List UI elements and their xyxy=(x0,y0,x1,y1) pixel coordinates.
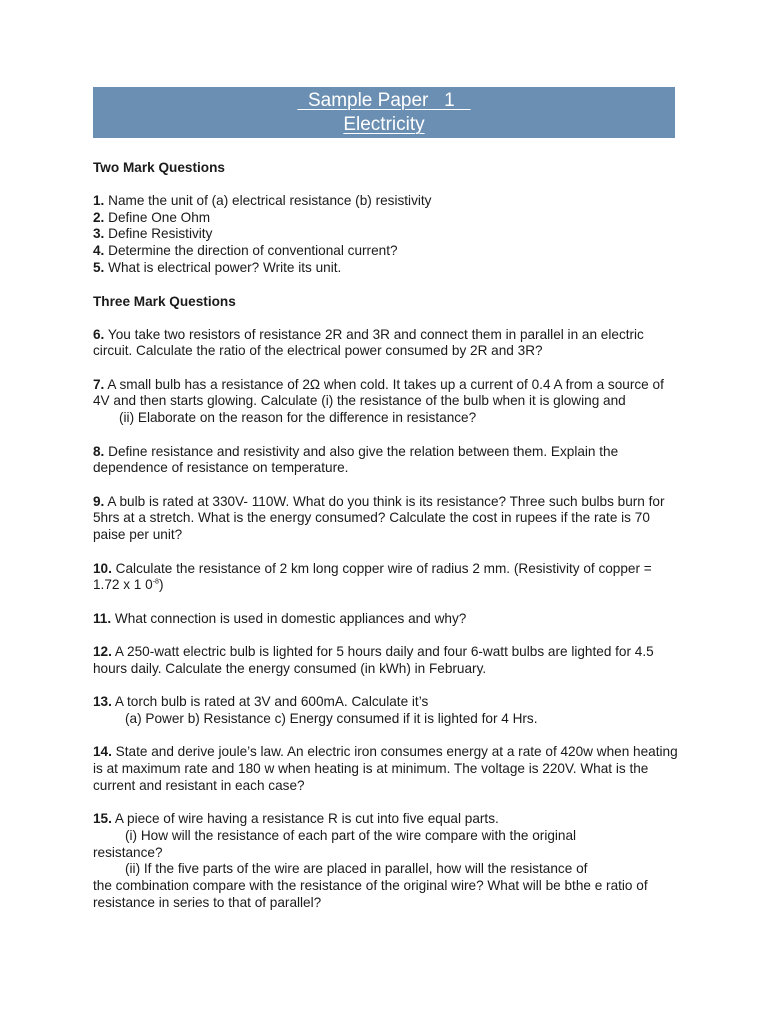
question-15-part-i xyxy=(93,828,678,862)
two-mark-list xyxy=(93,193,678,277)
question-number: 7. xyxy=(93,376,105,392)
question-number: 6. xyxy=(93,326,105,342)
question-8 xyxy=(93,444,678,478)
question-text: What is electrical power? Write its unit. xyxy=(104,259,342,275)
question-7-part-ii: (ii) Elaborate on the reason for the difference in resistance? xyxy=(119,410,477,426)
question-3 xyxy=(93,226,678,243)
part-ii-head: (ii) If the five parts of the wire are placed in parallel, how will the resistance of xyxy=(125,861,588,877)
question-number: 14. xyxy=(93,744,112,760)
question-9 xyxy=(93,494,678,544)
question-2 xyxy=(93,210,678,227)
question-15-part-ii xyxy=(93,861,678,911)
question-number: 11. xyxy=(93,610,112,626)
paper-subject: Electricity xyxy=(343,114,425,135)
question-text: Define One Ohm xyxy=(104,209,211,225)
question-number: 2. xyxy=(93,209,105,225)
two-mark-heading: Two Mark Questions xyxy=(93,160,225,175)
question-15-main xyxy=(93,811,678,828)
question-6 xyxy=(93,327,678,361)
question-13-main xyxy=(93,694,678,711)
question-13 xyxy=(93,694,678,728)
question-text: You take two resistors of resistance 2R and 3R and connect them in parallel in an electric circuit. Calculate the ratio of the electrical power consumed by 2R and 3R? xyxy=(93,326,644,359)
question-7-main xyxy=(93,377,678,411)
question-number: 10. xyxy=(93,560,112,576)
question-14 xyxy=(93,744,678,794)
part-i-head: (i) How will the resistance of each part of the wire compare with the original xyxy=(125,827,577,843)
question-11 xyxy=(93,611,678,628)
question-10 xyxy=(93,561,678,595)
question-text: Name the unit of (a) electrical resistance (b) resistivity xyxy=(104,192,432,208)
question-number: 1. xyxy=(93,192,105,208)
question-number: 5. xyxy=(93,259,105,275)
question-content xyxy=(93,160,678,928)
question-number: 3. xyxy=(93,226,105,242)
question-12 xyxy=(93,644,678,678)
question-number: 12. xyxy=(93,643,112,659)
question-number: 9. xyxy=(93,493,105,509)
question-13-parts: (a) Power b) Resistance c) Energy consumed if it is lighted for 4 Hrs. xyxy=(125,710,538,726)
paper-title: Sample Paper 1 xyxy=(297,90,471,111)
question-text: Determine the direction of conventional current? xyxy=(104,243,398,259)
part-ii-tail: the combination compare with the resistance of the original wire? What will be bthe e ratio of resistance in series to that of parallel? xyxy=(93,878,648,910)
question-text: State and derive joule’s law. An electric iron consumes energy at a rate of 420w when heating is at maximum rate and 180 w when heating is at minimum. The voltage is 220V. What is the current and resistant in each case? xyxy=(93,744,678,793)
question-1 xyxy=(93,193,678,210)
question-text: A bulb is rated at 330V- 110W. What do you think is its resistance? Three such bulbs burn for 5hrs at a stretch. What is the energy consumed? Calculate the cost in rupees if the rate is 70 paise per unit? xyxy=(93,493,665,543)
title-banner xyxy=(93,87,675,138)
question-number: 13. xyxy=(93,694,112,710)
question-text: Define resistance and resistivity and also give the relation between them. Explain the dependence of resistance on temperature. xyxy=(93,443,619,476)
question-7 xyxy=(93,377,678,427)
part-i-tail: resistance? xyxy=(93,844,163,860)
question-text: Define Resistivity xyxy=(104,226,213,242)
exponent: -8 xyxy=(152,578,159,586)
question-4 xyxy=(93,243,678,260)
question-text: A piece of wire having a resistance R is cut into five equal parts. xyxy=(111,811,499,827)
question-number: 8. xyxy=(93,443,105,459)
question-5 xyxy=(93,260,678,277)
question-number: 4. xyxy=(93,243,105,259)
question-text-tail: ) xyxy=(158,577,164,593)
three-mark-heading: Three Mark Questions xyxy=(93,293,236,309)
question-15 xyxy=(93,811,678,912)
question-text: A 250-watt electric bulb is lighted for 5 hours daily and four 6-watt bulbs are lighted for 4.5 hours daily. Calculate the energy consumed (in kWh) in February. xyxy=(93,643,654,676)
question-text: A torch bulb is rated at 3V and 600mA. Calculate it’s xyxy=(111,694,429,710)
question-number: 15. xyxy=(93,811,112,827)
question-text: What connection is used in domestic appliances and why? xyxy=(111,610,467,626)
question-text: Calculate the resistance of 2 km long copper wire of radius 2 mm. (Resistivity of copper = 1.72 x 1 0 xyxy=(93,560,652,593)
question-text: A small bulb has a resistance of 2Ω when cold. It takes up a current of 0.4 A from a source of 4V and then starts glowing. Calculate (i) the resistance of the bulb when it is glowing and xyxy=(93,376,664,409)
